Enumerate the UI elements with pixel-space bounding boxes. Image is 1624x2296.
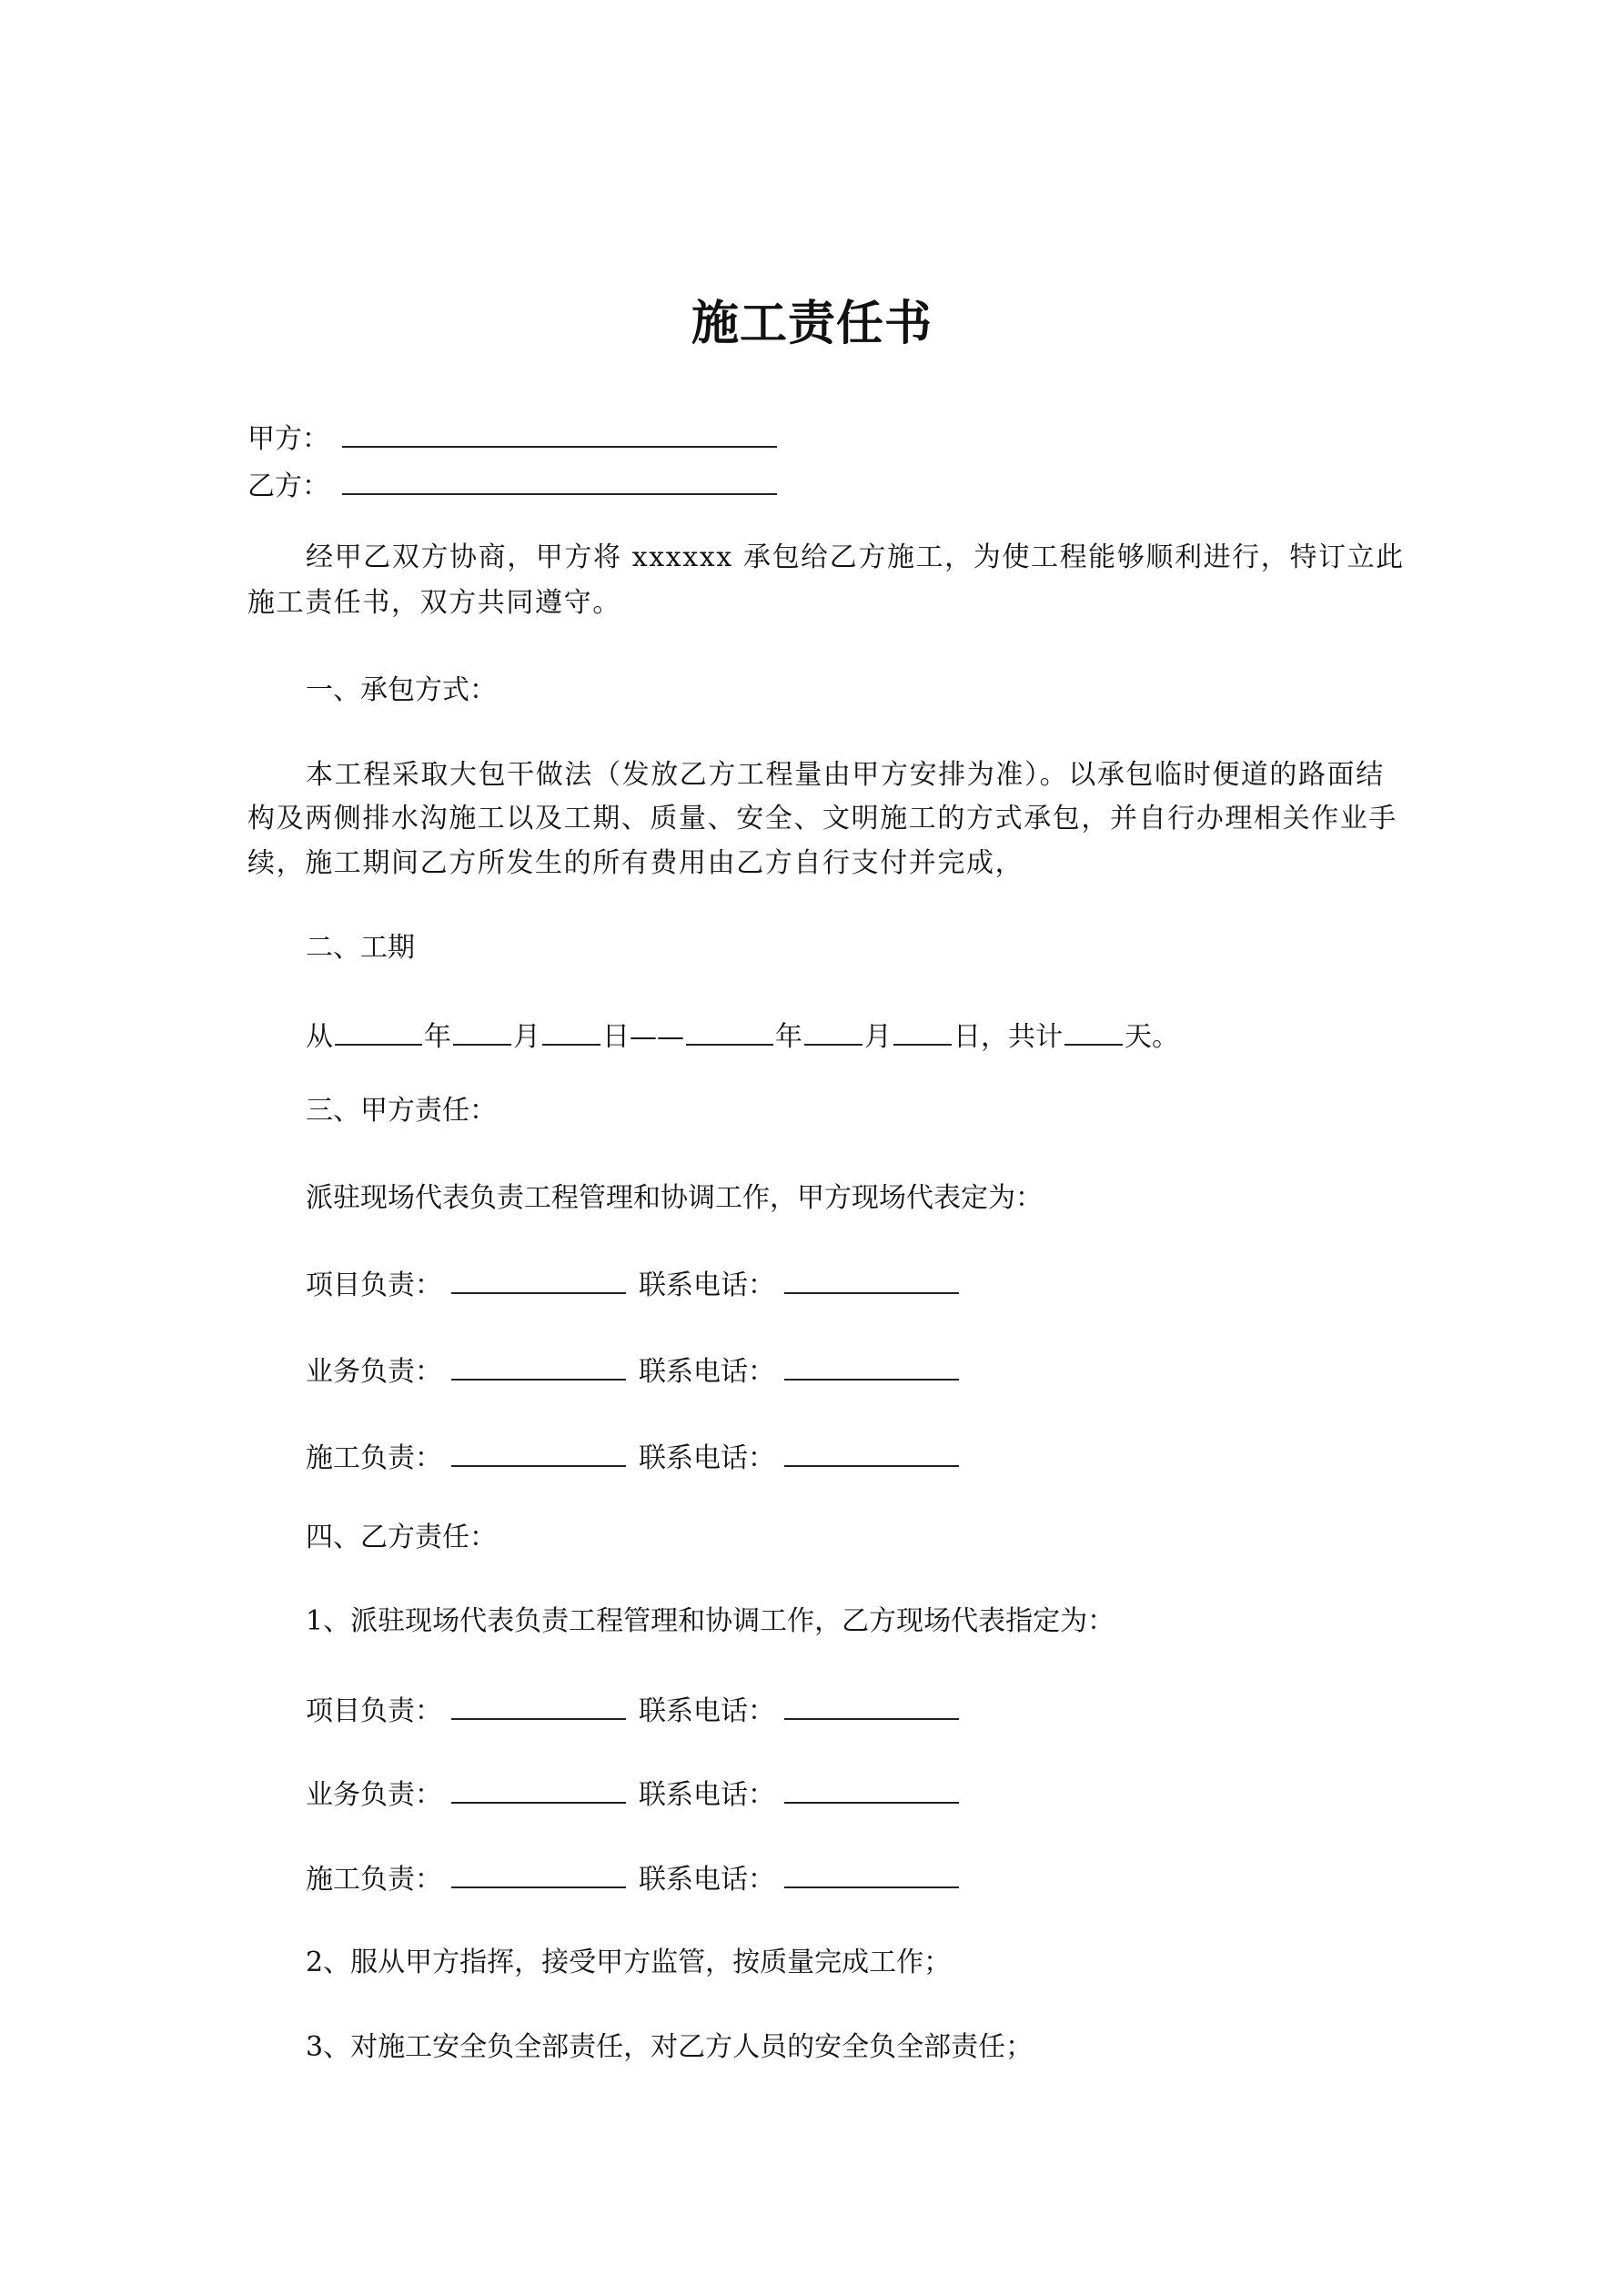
date-from-label: 从 — [306, 1021, 333, 1053]
contact-role-label: 业务负责： — [306, 1779, 442, 1811]
start-day-field[interactable] — [542, 1017, 600, 1046]
contact-phone-label: 联系电话： — [639, 1779, 775, 1811]
total-days-field[interactable] — [1064, 1017, 1123, 1046]
party-a-project-lead-phone-field[interactable] — [784, 1265, 959, 1294]
party-b-line — [247, 466, 779, 502]
end-day-total-label: 日，共计 — [953, 1021, 1063, 1053]
contact-phone-label: 联系电话： — [639, 1695, 775, 1727]
contact-phone-label: 联系电话： — [639, 1864, 775, 1896]
party-b-contact-row — [306, 1859, 972, 1896]
party-a-business-lead-phone-field[interactable] — [784, 1351, 959, 1381]
contact-role-label: 施工负责： — [306, 1442, 442, 1474]
contact-role-label: 施工负责： — [306, 1864, 442, 1896]
party-b-project-lead-phone-field[interactable] — [784, 1691, 959, 1720]
contact-phone-label: 联系电话： — [639, 1442, 775, 1474]
party-b-business-lead-phone-field[interactable] — [784, 1775, 959, 1804]
party-a-construction-lead-field[interactable] — [451, 1438, 626, 1467]
intro-line-2: 施工责任书，双方共同遵守。 — [247, 587, 621, 619]
party-b-contact-row — [306, 1775, 972, 1811]
party-a-business-lead-field[interactable] — [451, 1351, 626, 1381]
end-year-field[interactable] — [686, 1017, 773, 1046]
start-month-field[interactable] — [453, 1017, 511, 1046]
party-b-construction-lead-phone-field[interactable] — [784, 1859, 959, 1888]
section4-item-3: 3、对施工安全负全部责任，对乙方人员的安全负全部责任； — [306, 2031, 1034, 2063]
end-year-label: 年 — [775, 1021, 802, 1053]
party-a-contact-row — [306, 1265, 972, 1301]
contact-role-label: 业务负责： — [306, 1356, 442, 1388]
party-a-construction-lead-phone-field[interactable] — [784, 1438, 959, 1467]
section2-heading: 二、工期 — [306, 932, 415, 964]
party-b-project-lead-field[interactable] — [451, 1691, 626, 1720]
section1-heading: 一、承包方式： — [306, 674, 497, 706]
contact-phone-label: 联系电话： — [639, 1269, 775, 1301]
end-month-field[interactable] — [804, 1017, 862, 1046]
contact-phone-label: 联系电话： — [639, 1356, 775, 1388]
party-b-contact-row — [306, 1691, 972, 1727]
intro-line-1: 经甲乙双方协商，甲方将 xxxxxx 承包给乙方施工，为使工程能够顺利进行，特订立此 — [306, 541, 1405, 573]
start-month-label: 月 — [513, 1021, 540, 1053]
section4-item-1: 1、派驻现场代表负责工程管理和协调工作，乙方现场代表指定为： — [306, 1605, 1115, 1637]
contact-role-label: 项目负责： — [306, 1695, 442, 1727]
section1-line-2: 构及两侧排水沟施工以及工期、质量、安全、文明施工的方式承包，并自行办理相关作业手 — [247, 803, 1397, 834]
days-label: 天。 — [1125, 1021, 1179, 1053]
party-b-label: 乙方： — [247, 470, 329, 502]
section1-line-1: 本工程采取大包干做法（发放乙方工程量由甲方安排为准）。以承包临时便道的路面结 — [306, 759, 1385, 791]
section1-line-3: 续，施工期间乙方所发生的所有费用由乙方自行支付并完成， — [247, 847, 1024, 879]
start-day-label: 日—— — [602, 1021, 684, 1053]
start-year-field[interactable] — [335, 1017, 422, 1046]
end-month-label: 月 — [864, 1021, 892, 1053]
end-day-field[interactable] — [893, 1017, 952, 1046]
section4-item-2: 2、服从甲方指挥，接受甲方监管，按质量完成工作； — [306, 1947, 952, 1978]
section3-heading: 三、甲方责任： — [306, 1095, 497, 1127]
party-a-contact-row — [306, 1351, 972, 1388]
date-line — [306, 1017, 1179, 1053]
party-b-construction-lead-field[interactable] — [451, 1859, 626, 1888]
party-a-label: 甲方： — [247, 423, 329, 455]
party-a-project-lead-field[interactable] — [451, 1265, 626, 1294]
contact-role-label: 项目负责： — [306, 1269, 442, 1301]
party-a-line — [247, 419, 779, 455]
party-a-contact-row — [306, 1438, 972, 1474]
document-title: 施工责任书 — [691, 296, 933, 351]
party-b-field[interactable] — [342, 466, 777, 495]
party-b-business-lead-field[interactable] — [451, 1775, 626, 1804]
start-year-label: 年 — [424, 1021, 451, 1053]
section4-heading: 四、乙方责任： — [306, 1522, 497, 1553]
section3-statement: 派驻现场代表负责工程管理和协调工作，甲方现场代表定为： — [306, 1182, 1043, 1214]
party-a-field[interactable] — [342, 419, 777, 448]
